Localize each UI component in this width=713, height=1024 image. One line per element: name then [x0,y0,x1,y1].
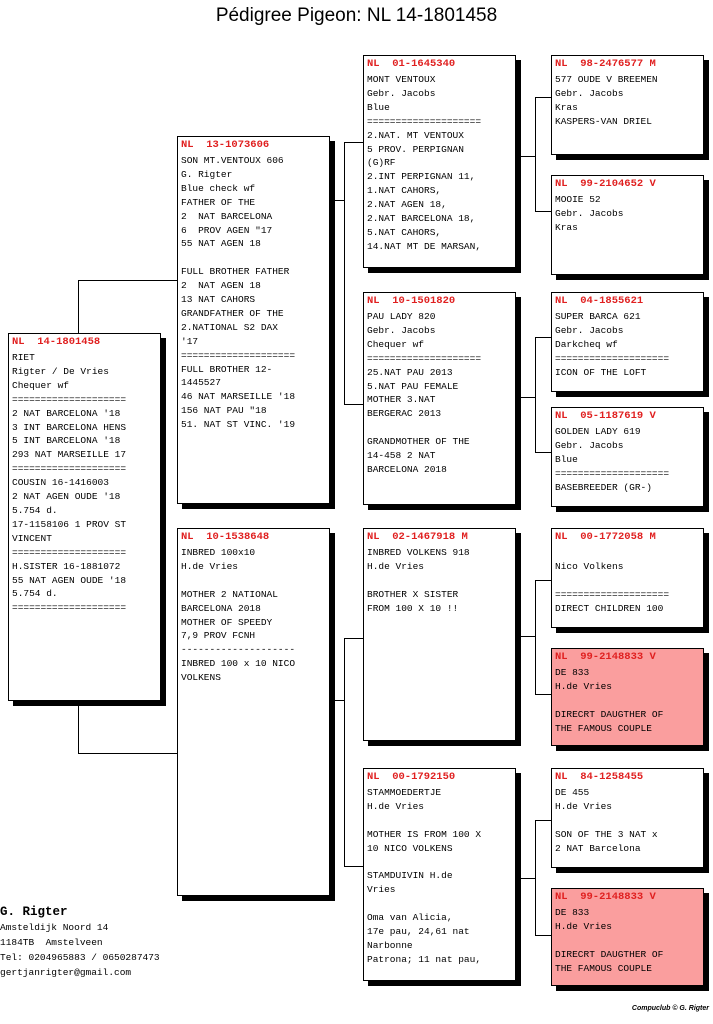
owner-email[interactable]: gertjanrigter@gmail.com [0,967,132,978]
connector-line [344,404,364,405]
detail-line: G. Rigter [181,168,233,180]
bird-details [364,307,515,477]
connector-line [535,820,552,821]
detail-line: ==================== [12,463,127,475]
owner-address: Amsteldijk Noord 14 [0,922,109,933]
detail-line: Gebr. Jacobs [367,87,436,99]
bird-details [364,70,515,254]
ring-number: NL 00-1792150 [367,771,456,783]
detail-line [181,574,326,588]
detail-line: 55 NAT AGEN 18 [181,238,261,250]
detail-line: SON MT.VENTOUX 606 [181,155,284,166]
bird-details [552,190,703,235]
detail-line: FATHER OF THE [181,196,256,208]
owner-phone: Tel: 0204965883 / 0650287473 [0,952,160,963]
detail-line: 2 NAT Barcelona [555,842,641,854]
detail-line: Nico Volkens [555,560,624,572]
bird-card-ssd[interactable] [551,175,704,275]
detail-line: 7,9 PROV FCNH [181,630,256,642]
detail-line: PAU LADY 820 [367,311,436,322]
detail-line [367,856,512,870]
detail-line: 156 NAT PAU "18 [181,405,267,417]
bird-details [552,543,703,616]
detail-line: H.de Vries [181,560,239,572]
detail-line: MOTHER OF SPEEDY [181,616,273,628]
detail-line: INBRED 100x10 [181,547,256,558]
detail-line: 2 NAT BARCELONA '18 [12,407,121,419]
bird-details [364,543,515,616]
detail-line: Gebr. Jacobs [367,324,436,336]
detail-line: Darkcheq wf [555,338,618,350]
ring-number: NL 99-2148833 V [555,651,656,663]
detail-line: DIRECT CHILDREN 100 [555,602,664,614]
detail-line: STAMDUIVIN H.de [367,870,453,882]
detail-line: 25.NAT PAU 2013 [367,366,453,378]
detail-line: Chequer wf [367,338,425,350]
bird-details [364,783,515,967]
bird-card-sdd[interactable] [551,407,704,507]
detail-line: 5 PROV. PERPIGNAN [367,143,464,155]
bird-card-ddd[interactable] [551,888,704,986]
detail-line: 2.NAT AGEN 18, [367,199,447,211]
detail-line: BERGERAC 2013 [367,408,442,420]
detail-line: SON OF THE 3 NAT x [555,828,658,840]
ring-number: NL 10-1501820 [367,295,456,307]
connector-line [78,280,79,335]
detail-line: BARCELONA 2018 [181,602,261,614]
detail-line: RIET [12,352,35,363]
credit-text: Compuclub © G. Rigter [631,1005,709,1012]
detail-line: 5 INT BARCELONA '18 [12,435,121,447]
detail-line: MOTHER 3.NAT [367,394,436,406]
bird-card-dam-dam[interactable] [363,768,516,981]
detail-line: 5.754 d. [12,504,58,516]
detail-line: ICON OF THE LOFT [555,366,647,378]
detail-line: MOTHER 2 NATIONAL [181,588,278,600]
bird-card-dam[interactable] [177,528,330,896]
detail-line: DE 833 [555,907,590,918]
detail-line: 13 NAT CAHORS [181,294,256,306]
detail-line: STAMMOEDERTJE [367,787,442,798]
detail-line [555,574,700,588]
owner-info [0,904,160,980]
bird-details [178,543,329,685]
detail-line: Gebr. Jacobs [555,87,624,99]
ring-number: NL 10-1538648 [181,531,270,543]
detail-line [555,694,700,708]
detail-line: Kras [555,221,578,233]
detail-line: THE FAMOUS COUPLE [555,722,652,734]
detail-line: H.SISTER 16-1881072 [12,560,121,572]
bird-details [552,70,703,129]
bird-details [552,307,703,380]
detail-line: H.de Vries [367,800,425,812]
ring-number: NL 04-1855621 [555,295,644,307]
bird-card-subject[interactable] [8,333,161,701]
connector-line [78,700,79,753]
bird-card-sire-dam[interactable] [363,292,516,505]
connector-line [515,397,535,398]
ring-number: NL 99-2104652 V [555,178,656,190]
detail-line: Rigter / De Vries [12,365,109,377]
detail-line: 3 INT BARCELONA HENS [12,421,127,433]
detail-line: Oma van Alicia, [367,912,453,924]
connector-line [515,636,535,637]
connector-line [535,211,552,212]
bird-details [552,422,703,495]
detail-line [555,546,700,560]
connector-line [344,638,345,866]
ring-number: NL 99-2148833 V [555,891,656,903]
detail-line: 17-1158106 1 PROV ST [12,518,127,530]
detail-line: 14-458 2 NAT [367,450,436,462]
detail-line: Blue check wf [181,182,256,194]
detail-line: DIRECRT DAUGTHER OF [555,708,664,720]
detail-line: 2.NAT BARCELONA 18, [367,213,476,225]
connector-line [515,878,535,879]
connector-line [535,337,536,452]
detail-line: SUPER BARCA 621 [555,311,641,322]
detail-line: ==================== [555,588,670,600]
connector-line [535,580,536,694]
detail-line: 5.754 d. [12,588,58,600]
detail-line: DIRECRT DAUGTHER OF [555,948,664,960]
detail-line: KASPERS-VAN DRIEL [555,115,652,127]
connector-line [344,142,345,404]
connector-line [329,700,344,701]
detail-line: Gebr. Jacobs [555,439,624,451]
connector-line [535,820,536,935]
ring-number: NL 14-1801458 [12,336,101,348]
detail-line: FULL BROTHER FATHER [181,266,290,278]
ring-number: NL 84-1258455 [555,771,644,783]
detail-line: MOTHER IS FROM 100 X [367,828,482,840]
ring-number: NL 05-1187619 V [555,410,656,422]
detail-line: 2.NAT. MT VENTOUX [367,129,464,141]
detail-line: INBRED 100 x 10 NICO [181,658,296,670]
detail-line: 55 NAT AGEN OUDE '18 [12,574,127,586]
detail-line: 17e pau, 24,61 nat [367,926,470,938]
detail-line: BARCELONA 2018 [367,463,447,475]
bird-details [178,151,329,432]
ring-number: NL 01-1645340 [367,58,456,70]
detail-line: VINCENT [12,532,52,544]
detail-line: INBRED VOLKENS 918 [367,547,470,558]
detail-line [367,574,512,588]
detail-line [555,934,700,948]
detail-line: H.de Vries [367,560,425,572]
detail-line: 577 OUDE V BREEMEN [555,74,658,85]
detail-line: -------------------- [181,644,296,656]
detail-line: 10 NICO VOLKENS [367,842,453,854]
bird-card-dam-sire[interactable] [363,528,516,741]
bird-card-sire[interactable] [177,136,330,504]
detail-line: DE 833 [555,667,590,678]
bird-card-dss[interactable] [551,528,704,628]
connector-line [535,935,552,936]
owner-city: 1184TB Amstelveen [0,937,103,948]
detail-line: (G)RF [367,157,396,169]
detail-line [367,897,512,911]
connector-line [535,694,552,695]
detail-line: H.de Vries [555,680,613,692]
detail-line: ==================== [181,349,296,361]
detail-line: GOLDEN LADY 619 [555,426,641,437]
connector-line [515,156,535,157]
detail-line: 1445527 [181,377,221,389]
page-title: Pédigree Pigeon: NL 14-1801458 [215,5,498,26]
connector-line [344,638,364,639]
detail-line: ==================== [555,467,670,479]
detail-line: THE FAMOUS COUPLE [555,962,652,974]
detail-line: '17 [181,335,199,347]
detail-line: ==================== [367,352,482,364]
detail-line: H.de Vries [555,920,613,932]
detail-line: 2.INT PERPIGNAN 11, [367,171,476,183]
detail-line [367,814,512,828]
detail-line [367,421,512,435]
detail-line: 1.NAT CAHORS, [367,185,442,197]
detail-line: 14.NAT MT DE MARSAN, [367,240,482,252]
detail-line: 5.NAT CAHORS, [367,226,442,238]
ring-number: NL 13-1073606 [181,139,270,151]
bird-details [552,783,703,856]
bird-card-dsd[interactable] [551,648,704,746]
detail-line: 5.NAT PAU FEMALE [367,380,459,392]
detail-line: Gebr. Jacobs [555,207,624,219]
detail-line: Narbonne [367,939,413,951]
connector-line [535,337,552,338]
bird-details [552,903,703,976]
bird-details [9,348,160,615]
connector-line [329,200,344,201]
detail-line [181,251,326,265]
detail-line: GRANDFATHER OF THE [181,307,284,319]
detail-line: Vries [367,884,396,896]
detail-line: GRANDMOTHER OF THE [367,436,470,448]
detail-line: COUSIN 16-1416003 [12,477,109,489]
owner-name: G. Rigter [0,905,68,919]
detail-line: Blue [555,453,578,465]
detail-line: BASEBREEDER (GR-) [555,481,652,493]
detail-line: ==================== [555,352,670,364]
detail-line: DE 455 [555,787,590,798]
bird-details [552,663,703,736]
detail-line: H.de Vries [555,800,613,812]
detail-line: 2.NATIONAL S2 DAX [181,321,278,333]
bird-card-sds[interactable] [551,292,704,392]
detail-line: 2 NAT BARCELONA [181,210,273,222]
connector-line [78,753,179,754]
detail-line: ==================== [12,546,127,558]
ring-number: NL 02-1467918 M [367,531,468,543]
connector-line [78,280,179,281]
detail-line: BROTHER X SISTER [367,588,459,600]
detail-line: Kras [555,101,578,113]
bird-card-dds[interactable] [551,768,704,868]
ring-number: NL 00-1772058 M [555,531,656,543]
detail-line: Chequer wf [12,379,70,391]
detail-line: FROM 100 X 10 !! [367,602,459,614]
detail-line: MONT VENTOUX [367,74,436,85]
detail-line: 293 NAT MARSEILLE 17 [12,449,127,461]
detail-line: 51. NAT ST VINC. '19 [181,419,296,431]
bird-card-sire-sire[interactable] [363,55,516,268]
connector-line [535,452,552,453]
ring-number: NL 98-2476577 M [555,58,656,70]
bird-card-sss[interactable] [551,55,704,155]
detail-line: MOOIE 52 [555,194,601,205]
connector-line [344,142,364,143]
detail-line: 46 NAT MARSEILLE '18 [181,391,296,403]
detail-line: 2 NAT AGEN 18 [181,280,261,292]
detail-line [555,814,700,828]
detail-line: Patrona; 11 nat pau, [367,953,482,965]
detail-line: ==================== [367,115,482,127]
detail-line: 2 NAT AGEN OUDE '18 [12,491,121,503]
detail-line: ==================== [12,393,127,405]
connector-line [535,97,552,98]
detail-line: 6 PROV AGEN "17 [181,224,273,236]
detail-line: Gebr. Jacobs [555,324,624,336]
detail-line: FULL BROTHER 12- [181,363,273,375]
detail-line: VOLKENS [181,672,221,684]
connector-line [535,580,552,581]
connector-line [344,866,364,867]
connector-line [535,97,536,211]
detail-line: Blue [367,101,390,113]
detail-line: ==================== [12,602,127,614]
